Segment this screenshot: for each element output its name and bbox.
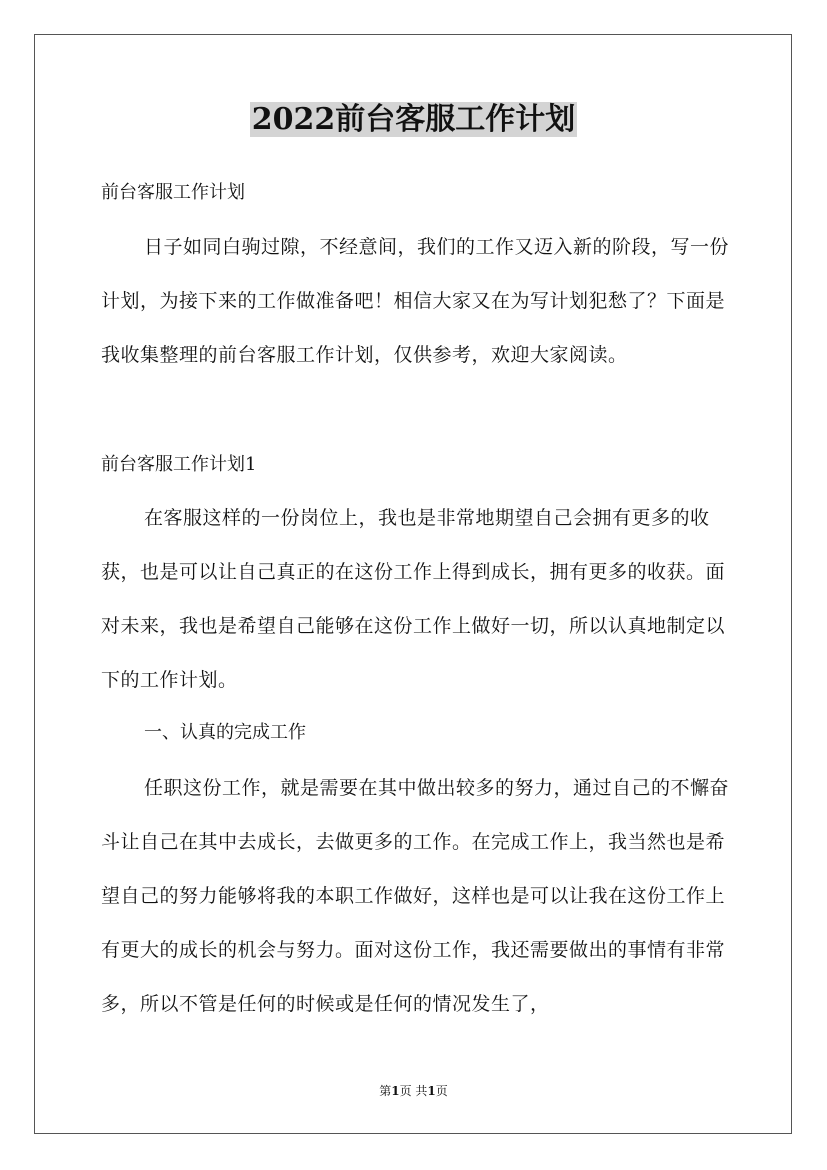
footer-page-suffix: 页 [435,1084,448,1098]
footer-total-pages: 1 [427,1084,436,1098]
footer-page-number: 1 [391,1084,400,1098]
footer-page-prefix: 第 [379,1084,392,1098]
section1-paragraph: 任职这份工作，就是需要在其中做出较多的努力，通过自己的不懈奋斗让自己在其中去成长，去做更多的工作。在完成工作上，我当然也是希望自己的努力能够将我的本职工作做好，这样也是可以让我在这份工作上有更大的成长的机会与努力。面对这份工作，我还需要做出的事情有非常多，所以不管是任何的时候或是任何的情况发生了， [101,777,730,1015]
document-title-text: 2022前台客服工作计划 [251,102,576,137]
page-footer [0,1082,827,1100]
document-title [0,98,827,142]
section1-heading: 一、认真的完成工作 [144,722,306,743]
footer-page-mid: 页 共 [399,1084,428,1098]
intro-paragraph: 日子如同白驹过隙，不经意间，我们的工作又迈入新的阶段，写一份计划，为接下来的工作做准备吧！相信大家又在为写计划犯愁了？下面是我收集整理的前台客服工作计划，仅供参考，欢迎大家阅读。 [101,236,730,366]
intro-heading: 前台客服工作计划 [101,182,245,203]
plan1-paragraph: 在客服这样的一份岗位上，我也是非常地期望自己会拥有更多的收获，也是可以让自己真正的在这份工作上得到成长，拥有更多的收获。面对未来，我也是希望自己能够在这份工作上做好一切，所以认真地制定以下的工作计划。 [101,507,726,691]
plan1-heading: 前台客服工作计划1 [101,454,257,475]
